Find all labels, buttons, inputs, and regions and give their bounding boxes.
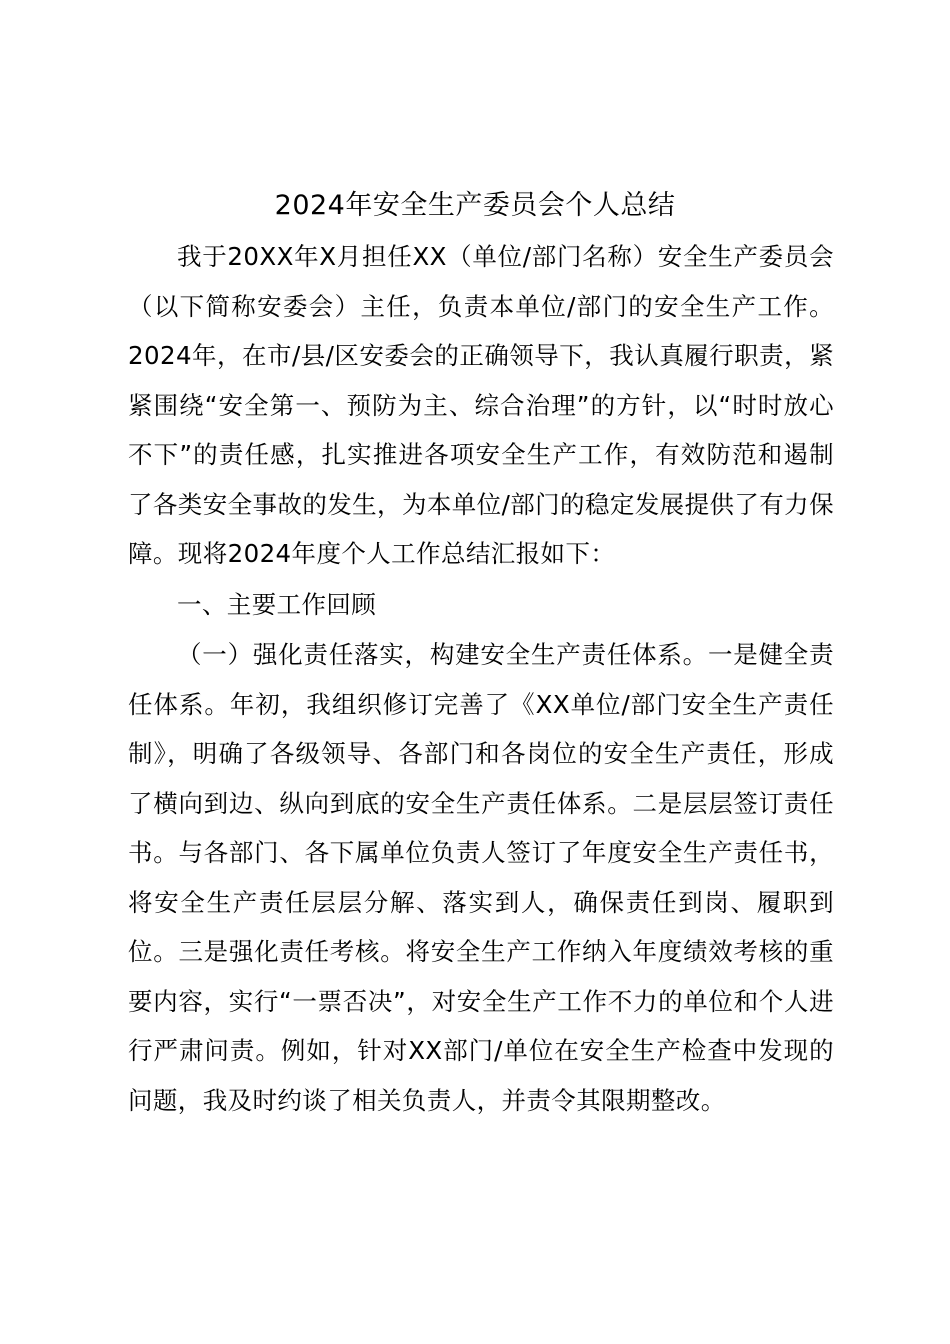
intro-paragraph: 我于20XX年X月担任XX（单位/部门名称）安全生产委员会（以下简称安委会）主任，负责本单位/部门的安全生产工作。2024年，在市/县/区安委会的正确领导下，我认真履行职责，紧紧围绕“安全第一、预防为主、综合治理”的方针，以“时时放心不下”的责任感，扎实推进各项安全生产工作，有效防范和遏制了各类安全事故的发生，为本单位/部门的稳定发展提供了有力保障。现将2024年度个人工作总结汇报如下： [128,242,834,568]
section-heading: 一、主要工作回顾 [177,590,377,619]
section-paragraph-block [128,630,834,1125]
intro-paragraph-block [128,232,834,579]
section-paragraph: （一）强化责任落实，构建安全生产责任体系。一是健全责任体系。年初，我组织修订完善了《XX单位/部门安全生产责任制》，明确了各级领导、各部门和各岗位的安全生产责任，形成了横向到边、纵向到底的安全生产责任体系。二是层层签订责任书。与各部门、各下属单位负责人签订了年度安全生产责任书，将安全生产责任层层分解、落实到人，确保责任到岗、履职到位。三是强化责任考核。将安全生产工作纳入年度绩效考核的重要内容，实行“一票否决”，对安全生产工作不力的单位和个人进行严肃问责。例如，针对XX部门/单位在安全生产检查中发现的问题，我及时约谈了相关负责人，并责令其限期整改。 [128,640,834,1115]
document-title: 2024年安全生产委员会个人总结 [274,190,676,221]
